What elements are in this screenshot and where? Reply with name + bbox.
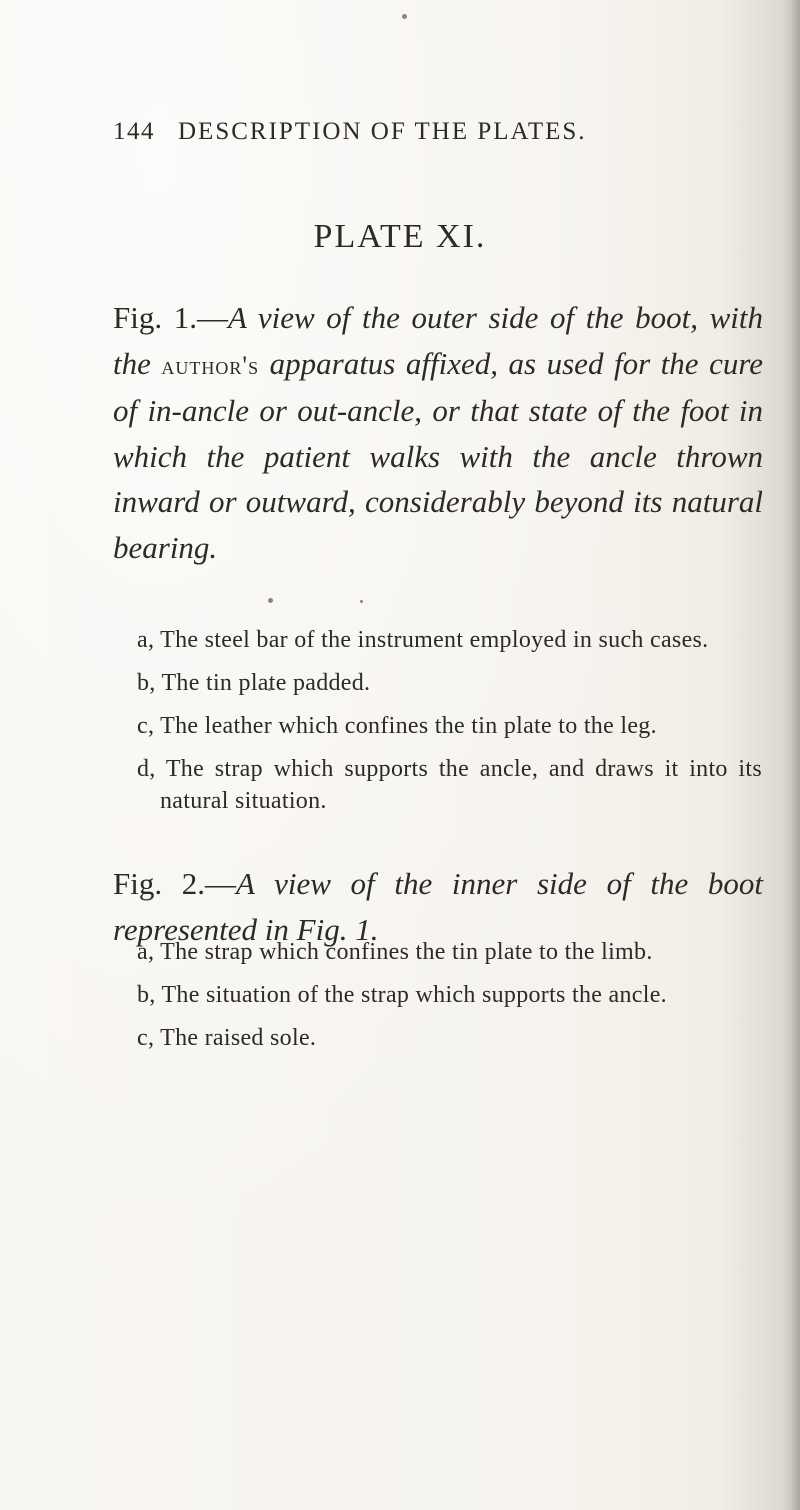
figure-1-key-list (137, 624, 762, 828)
figure-1-caption: Fig. 1.—A view of the outer side of the boot, with the author's apparatus affixed, as used for the cure of in-ancle or out-ancle, or that state of the foot in which the patient walks with the ancle thrown inward or outward, considerably beyond its natural bearing. (113, 300, 764, 565)
figure-2-caption: Fig. 2.—A view of the inner side of the boot represented in Fig. 1. (113, 866, 764, 947)
list-item: a, The steel bar of the instrument employed in such cases. (137, 627, 709, 653)
figure-label: Fig. 2. (113, 866, 206, 901)
caption-text: A view of the inner side of the boot represented in Fig. 1. (113, 866, 764, 947)
running-title: DESCRIPTION OF THE PLATES. (178, 118, 587, 145)
caption-text: A view of the outer side of the boot, with the (113, 300, 764, 381)
list-item: c, The leather which confines the tin plate to the leg. (137, 713, 657, 739)
plate-title: PLATE XI. (313, 218, 487, 255)
print-speck (268, 598, 273, 603)
list-item: c, The raised sole. (137, 1025, 317, 1051)
caption-text: apparatus affixed, as used for the cure of in-ancle or out-ancle, or that state of the foot in which the patient walks with the ancle thrown inward or outward, considerably beyond its natural bearing. (113, 345, 764, 565)
list-item: a, The strap which confines the tin plate to the limb. (137, 939, 653, 965)
list-item: b, The situation of the strap which supports the ancle. (137, 982, 667, 1008)
figure-label: Fig. 1. (113, 300, 197, 335)
running-head (113, 118, 673, 146)
caption-smallcaps: author's (161, 350, 260, 380)
page-number: 144 (113, 118, 155, 145)
print-speck (360, 600, 363, 603)
figure-2-key-list (137, 936, 762, 1065)
list-item: d, The strap which supports the ancle, and draws it into its natural situation. (137, 756, 762, 814)
list-item: b, The tin plate padded. (137, 670, 371, 696)
print-speck (402, 14, 407, 19)
